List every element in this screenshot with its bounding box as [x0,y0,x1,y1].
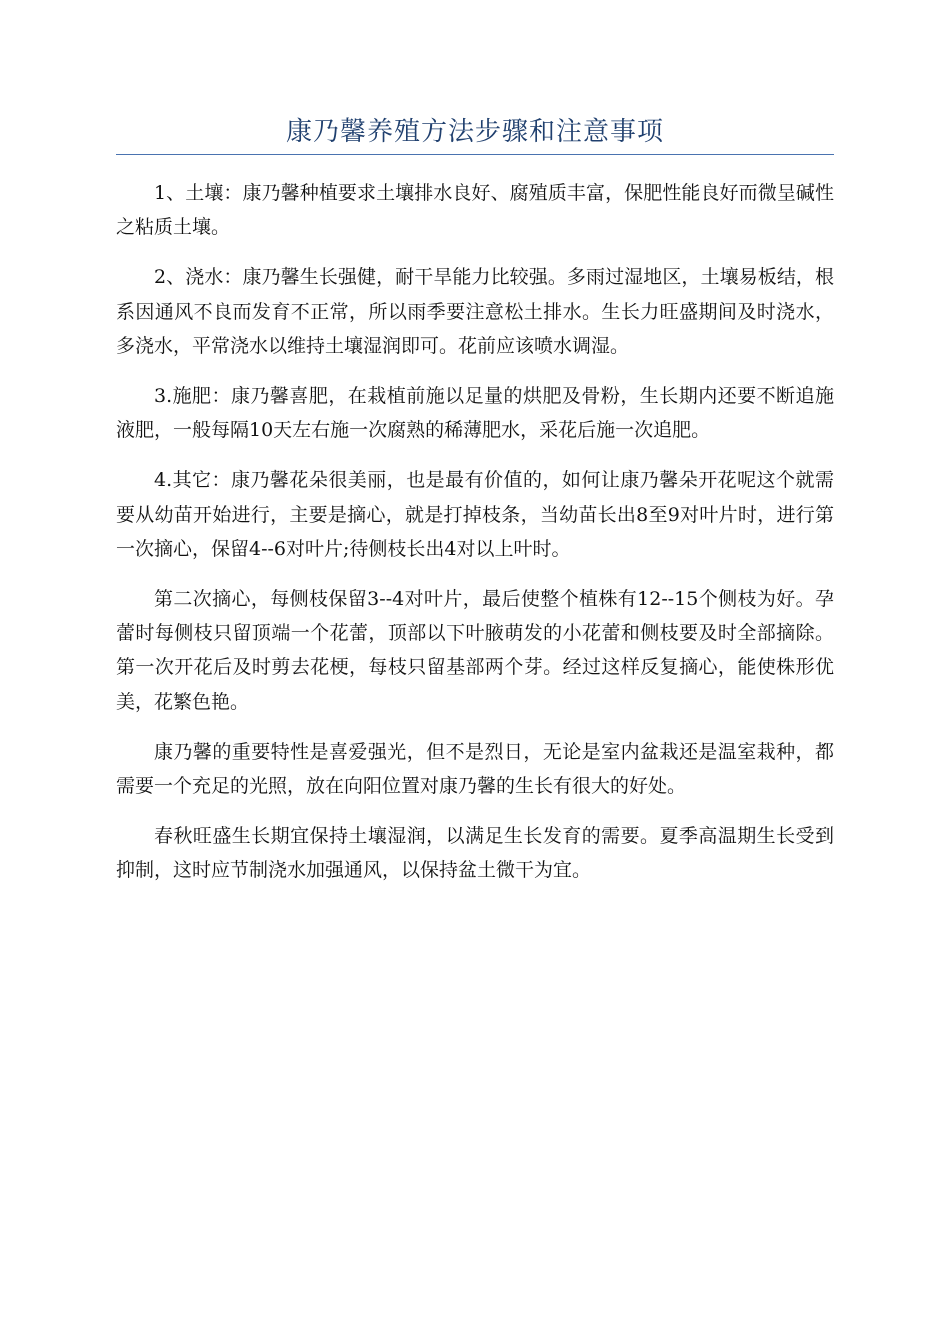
paragraph-light: 康乃馨的重要特性是喜爱强光，但不是烈日，无论是室内盆栽还是温室栽种，都需要一个充足的光照，放在向阳位置对康乃馨的生长有很大的好处。 [116,740,834,798]
document-body [116,176,834,904]
paragraph-watering: 2、浇水：康乃馨生长强健，耐干旱能力比较强。多雨过湿地区，土壤易板结，根系因通风不良而发育不正常，所以雨季要注意松土排水。生长力旺盛期间及时浇水，多浇水，平常浇水以维持土壤湿润即可。花前应该喷水调湿。 [116,266,834,357]
title-underline-divider [116,154,834,155]
paragraph-soil: 1、土壤：康乃馨种植要求土壤排水良好、腐殖质丰富，保肥性能良好而微呈碱性之粘质土壤。 [116,182,834,239]
paragraph-other: 4.其它：康乃馨花朵很美丽，也是最有价值的，如何让康乃馨朵开花呢这个就需要从幼苗开始进行，主要是摘心，就是打掉枝条，当幼苗长出8至9对叶片时，进行第一次摘心，保留4--6对叶片;待侧枝长出4对以上叶时。 [116,469,834,560]
document-title: 康乃馨养殖方法步骤和注意事项 [285,117,664,147]
paragraph-second-pinching: 第二次摘心，每侧枝保留3--4对叶片，最后使整个植株有12--15个侧枝为好。孕蕾时每侧枝只留顶端一个花蕾，顶部以下叶腋萌发的小花蕾和侧枝要及时全部摘除。第一次开花后及时剪去花梗，每枝只留基部两个芽。经过这样反复摘心，能使株形优美，花繁色艳。 [116,588,834,713]
paragraph-fertilizing: 3.施肥：康乃馨喜肥，在栽植前施以足量的烘肥及骨粉，生长期内还要不断追施液肥，一般每隔10天左右施一次腐熟的稀薄肥水，采花后施一次追肥。 [116,385,834,442]
paragraph-seasonal-care: 春秋旺盛生长期宜保持土壤湿润，以满足生长发育的需要。夏季高温期生长受到抑制，这时应节制浇水加强通风，以保持盆土微干为宜。 [116,825,834,882]
